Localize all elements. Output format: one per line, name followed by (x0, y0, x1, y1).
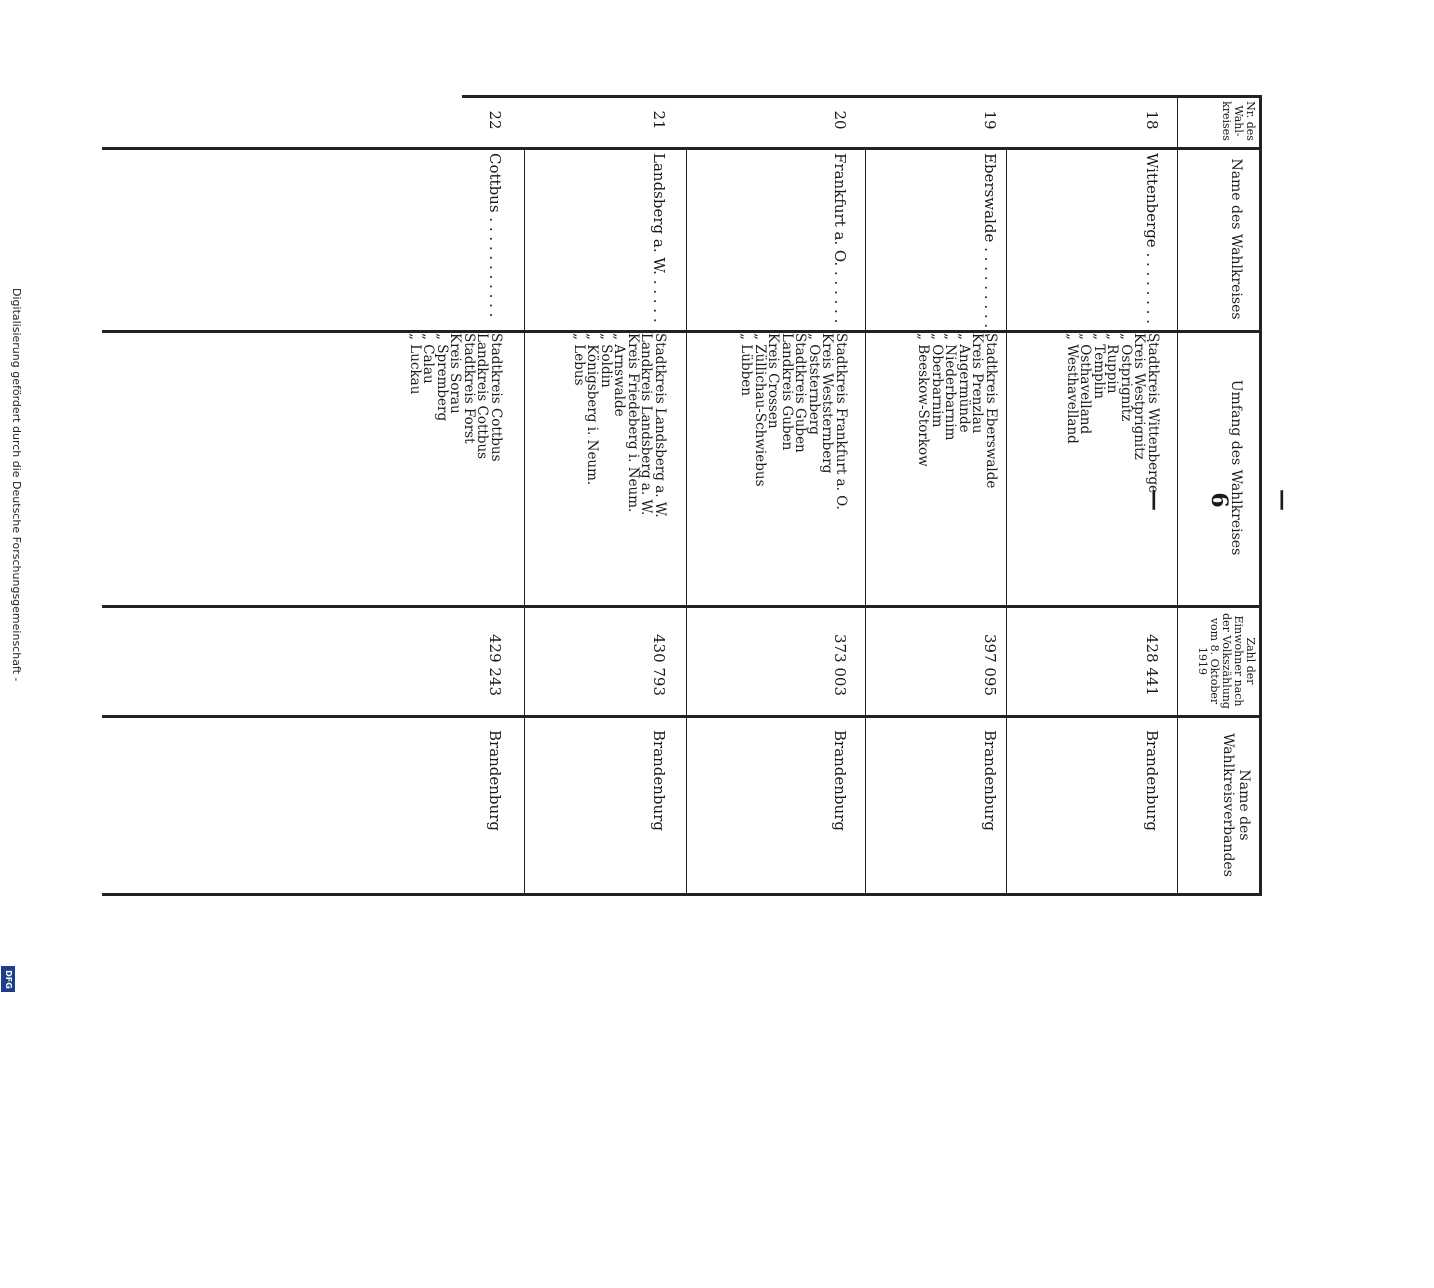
column-divider-nr (102, 147, 1262, 150)
header-zahl: Zahl der Einwohner nach der Volkszählung vom 8. Oktober 1919 (1195, 613, 1257, 709)
row-verband: Brandenburg (831, 730, 849, 831)
row-name: Wittenberge . . . . . . . . . . (1143, 153, 1161, 344)
column-divider-umfang (102, 605, 1262, 608)
row-einwohner: 428 441 (1143, 633, 1161, 697)
row-nr: 20 (831, 110, 849, 130)
dfg-logo: DFG (1, 966, 15, 992)
row-rule-18 (1006, 147, 1007, 893)
row-name: Frankfurt a. O. . . . . . . (831, 153, 849, 324)
header-verband: Name des Wahlkreisverbandes (1219, 733, 1252, 877)
row-verband: Brandenburg (981, 730, 999, 831)
row-umfang: Stadtkreis Frankfurt a. O. Kreis Weststernberg „ Oststernberg Stadtkreis Guben Landkreis Guben Kreis Crossen „ Züllichau-Schwiebus „ Lübben (738, 333, 849, 510)
header-name: Name des Wahlkreises (1228, 158, 1244, 320)
row-rule-20 (686, 147, 687, 893)
row-rule-21 (524, 147, 525, 893)
header-umfang: Umfang des Wahlkreises (1228, 379, 1244, 556)
row-einwohner: 397 095 (981, 633, 999, 697)
page-number: — 6 — (1142, 489, 1296, 511)
digitization-credit: Digitalisierung gefördert durch die Deutsche Forschungsgemeinschaft - (10, 288, 23, 682)
constituency-table (102, 95, 1262, 895)
header-nr: Nr. des Wahl-kreises (1219, 101, 1257, 141)
row-einwohner: 430 793 (650, 633, 668, 697)
row-nr: 18 (1143, 110, 1161, 130)
row-nr: 19 (981, 110, 999, 130)
table-right-border (102, 893, 1262, 896)
column-divider-zahl (102, 715, 1262, 718)
row-umfang: Stadtkreis Eberswalde Kreis Prenzlau „ Angermünde „ Niederbarnim „ Oberbarnim „ Beeskow-Storkow (915, 333, 999, 489)
table-top-border (1259, 95, 1262, 895)
row-einwohner: 429 243 (486, 633, 504, 697)
header-rule (1177, 95, 1178, 895)
row-name: Cottbus . . . . . . . . . . . (486, 153, 504, 318)
row-einwohner: 373 003 (831, 633, 849, 697)
row-umfang: Stadtkreis Landsberg a. W. Landkreis Landsberg a. W. Kreis Friedeberg i. Neum. „ Arnswalde „ Soldin „ Königsberg i. Neum. „ Lebus (571, 333, 668, 518)
row-nr: 22 (486, 110, 504, 130)
row-verband: Brandenburg (486, 730, 504, 831)
row-name: Eberswalde . . . . . . . . . . (981, 153, 999, 338)
row-verband: Brandenburg (1143, 730, 1161, 831)
row-verband: Brandenburg (650, 730, 668, 831)
row-umfang: Stadtkreis Wittenberge Kreis Westprignitz „ Ostprignitz „ Ruppin „ Templin „ Osthavelland „ Westhavelland (1064, 333, 1161, 494)
row-nr: 21 (650, 110, 668, 130)
table-left-border (462, 95, 1262, 98)
row-umfang: Stadtkreis Cottbus Landkreis Cottbus Stadtkreis Forst Kreis Sorau „ Spremberg „ Calau „ Luckau (407, 333, 504, 462)
row-name: Landsberg a. W. . . . . . (650, 153, 668, 323)
row-rule-19 (865, 147, 866, 893)
